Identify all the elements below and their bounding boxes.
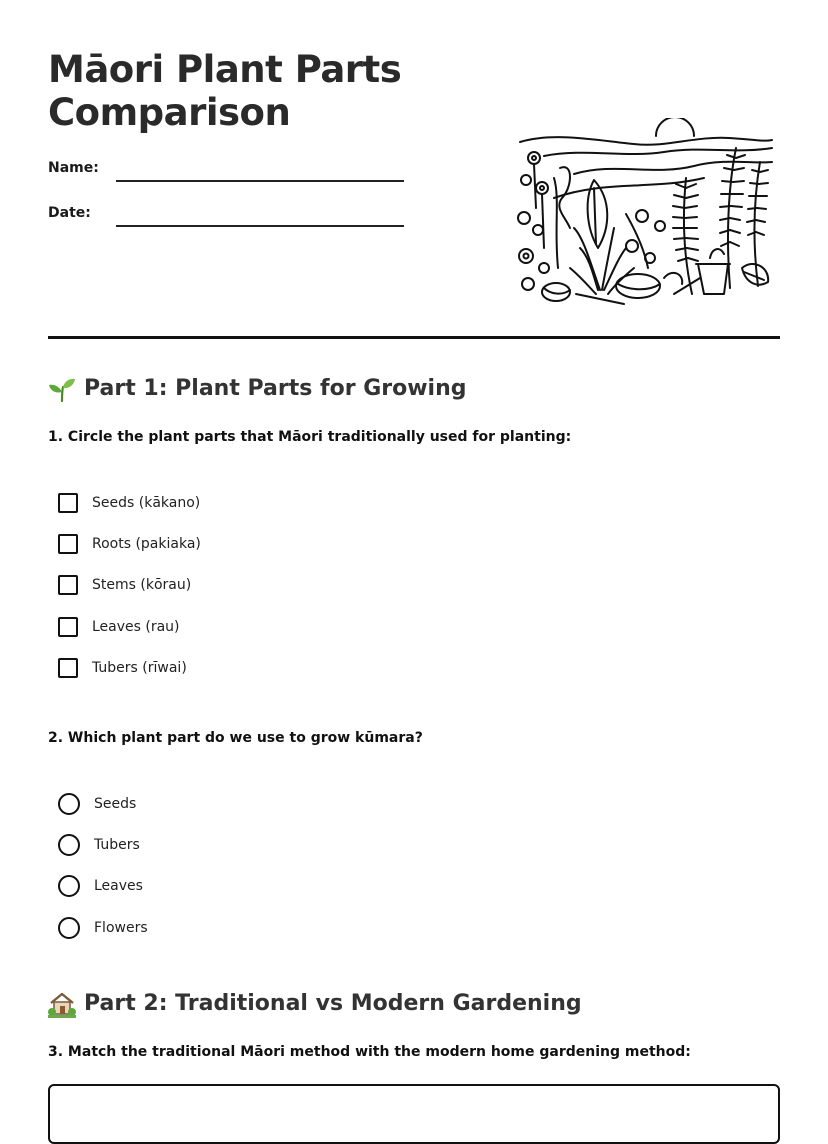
- section-divider: [48, 336, 780, 339]
- checkbox[interactable]: [58, 493, 78, 513]
- name-label: Name:: [48, 160, 99, 176]
- worksheet-page: [48, 0, 780, 1118]
- checkbox[interactable]: [58, 575, 78, 595]
- question-2: 2. Which plant part do we use to grow kūmara?: [48, 730, 423, 746]
- option-label: Tubers: [94, 837, 140, 853]
- option-seeds[interactable]: [58, 792, 136, 816]
- option-seeds-kakano[interactable]: [58, 491, 200, 515]
- date-field[interactable]: [116, 225, 404, 227]
- option-label: Seeds: [94, 796, 137, 812]
- option-flowers[interactable]: [58, 916, 148, 940]
- part1-heading-text: Part 1: Plant Parts for Growing: [84, 376, 467, 401]
- option-tubers-riwai[interactable]: [58, 656, 187, 680]
- part2-heading-text: Part 2: Traditional vs Modern Gardening: [84, 991, 582, 1016]
- option-leaves-rau[interactable]: [58, 615, 180, 639]
- checkbox[interactable]: [58, 658, 78, 678]
- option-label: Leaves (rau): [92, 619, 180, 635]
- radio-button[interactable]: [58, 917, 80, 939]
- page-title: Māori Plant Parts Comparison: [48, 48, 402, 134]
- radio-button[interactable]: [58, 875, 80, 897]
- date-label: Date:: [48, 205, 91, 221]
- question-3: 3. Match the traditional Māori method with the modern home gardening method:: [48, 1044, 691, 1060]
- matching-table: [48, 1084, 780, 1144]
- option-label: Flowers: [94, 920, 148, 936]
- option-label: Seeds (kākano): [92, 495, 201, 511]
- question-1: 1. Circle the plant parts that Māori traditionally used for planting:: [48, 429, 572, 445]
- seedling-icon: [48, 375, 76, 403]
- option-label: Tubers (rīwai): [92, 660, 187, 676]
- option-label: Stems (kōrau): [92, 577, 192, 593]
- part2-heading: [48, 990, 582, 1018]
- radio-button[interactable]: [58, 793, 80, 815]
- garden-illustration: [514, 118, 776, 308]
- option-roots-pakiaka[interactable]: [58, 532, 201, 556]
- option-leaves[interactable]: [58, 874, 143, 898]
- name-field[interactable]: [116, 180, 404, 182]
- checkbox[interactable]: [58, 534, 78, 554]
- option-tubers[interactable]: [58, 833, 140, 857]
- radio-button[interactable]: [58, 834, 80, 856]
- option-stems-korau[interactable]: [58, 573, 191, 597]
- option-label: Roots (pakiaka): [92, 536, 201, 552]
- house-garden-icon: [48, 990, 76, 1018]
- option-label: Leaves: [94, 878, 143, 894]
- part1-heading: [48, 375, 467, 403]
- checkbox[interactable]: [58, 617, 78, 637]
